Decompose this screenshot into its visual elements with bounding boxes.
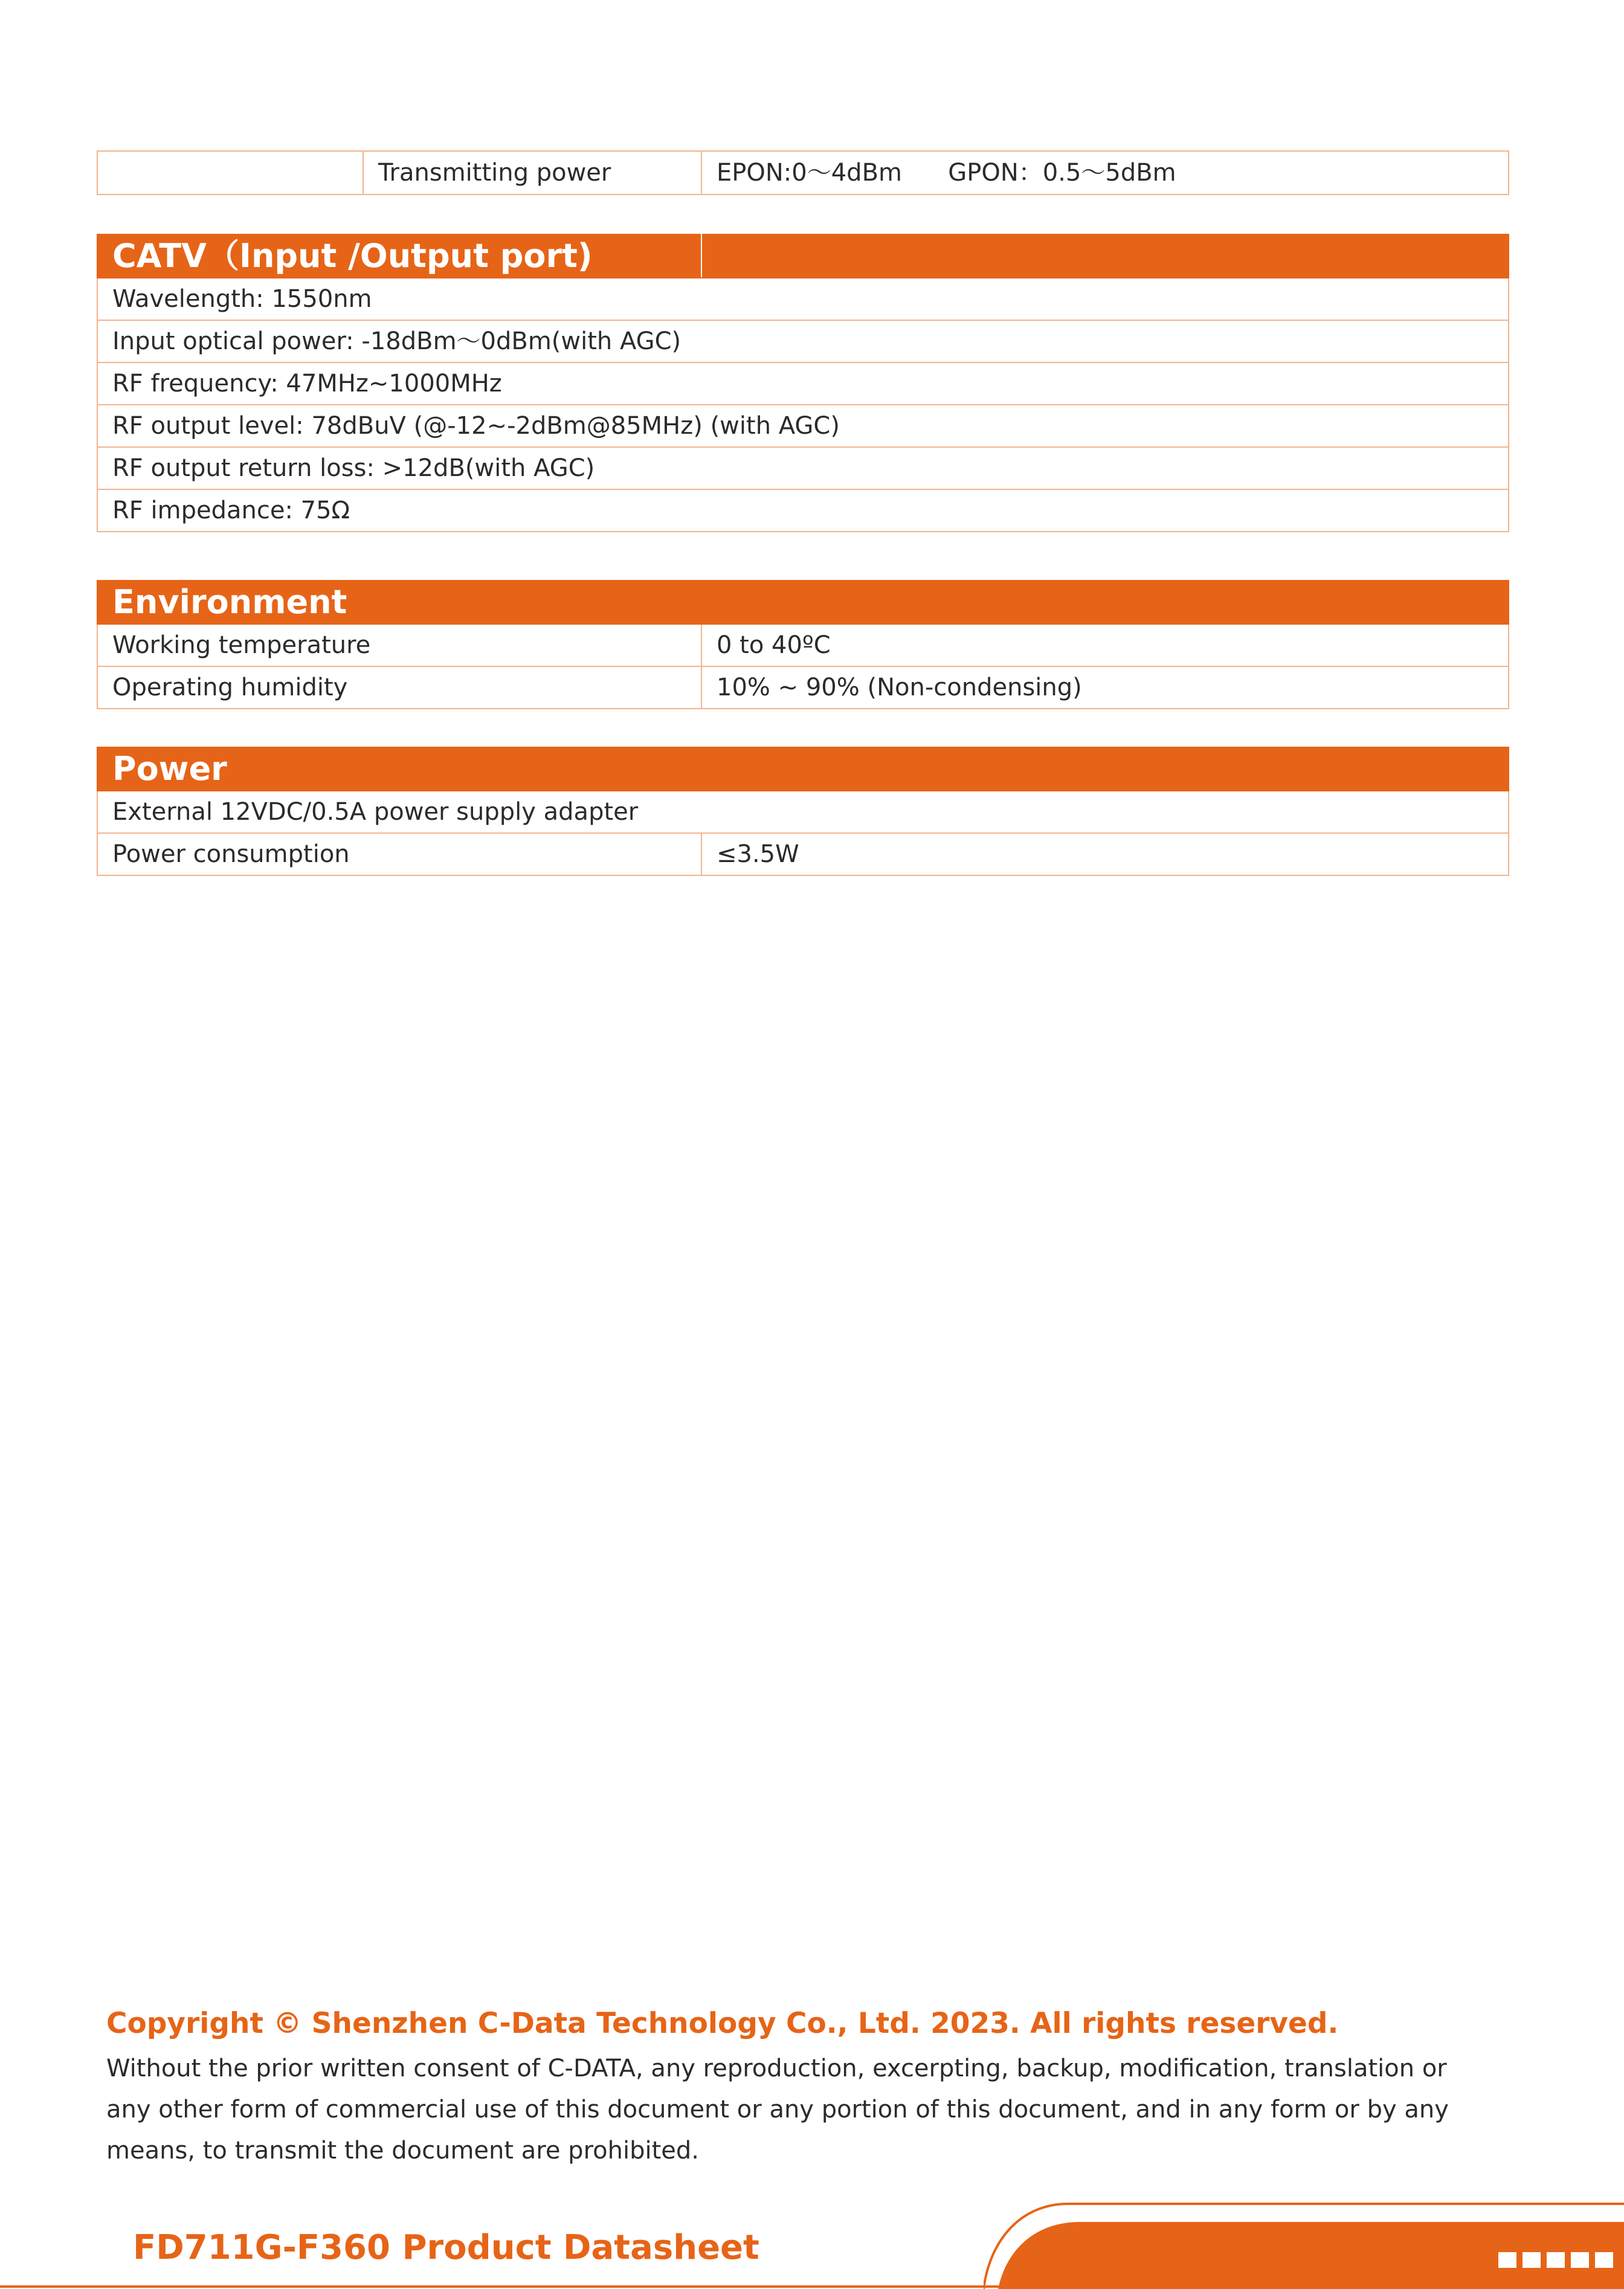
catv-rf-return-loss: RF output return loss: >12dB(with AGC) [97, 447, 1509, 489]
footer-square [1547, 2252, 1565, 2268]
footer-rule [0, 2285, 1624, 2288]
table-row [97, 278, 1509, 320]
catv-rf-frequency: RF frequency: 47MHz~1000MHz [97, 362, 1509, 405]
environment-section-title: Environment [97, 581, 1509, 624]
row-category-cell [97, 151, 363, 195]
row-value-cell: EPON:0～4dBm GPON：0.5～5dBm [701, 151, 1509, 195]
table-row [97, 405, 1509, 447]
power-consumption-label: Power consumption [97, 833, 701, 875]
footer-squares [1498, 2252, 1613, 2268]
power-consumption-value: ≤3.5W [701, 833, 1509, 875]
footer-title: FD711G-F360 Product Datasheet [133, 2228, 759, 2267]
footer-square [1595, 2252, 1613, 2268]
table-row [97, 666, 1509, 709]
footer-square [1498, 2252, 1516, 2268]
catv-rf-impedance: RF impedance: 75Ω [97, 489, 1509, 532]
power-section-title: Power [97, 747, 1509, 791]
row-label-cell: Transmitting power [363, 151, 701, 195]
copyright-title: Copyright © Shenzhen C-Data Technology Co., Ltd. 2023. All rights reserved. [106, 2007, 1339, 2040]
power-header-row [97, 747, 1509, 791]
table-row [97, 791, 1509, 833]
catv-wavelength: Wavelength: 1550nm [97, 278, 1509, 320]
footer-square [1571, 2252, 1589, 2268]
power-adapter: External 12VDC/0.5A power supply adapter [97, 791, 1509, 833]
environment-header-row [97, 581, 1509, 624]
copyright-body: Without the prior written consent of C-DATA, any reproduction, excerpting, backup, modification, translation or any other form of commercial use of this document or any portion of this document, and in any form or by any means, to transmit the document are prohibited. [106, 2055, 1449, 2165]
catv-header-row [97, 234, 1509, 278]
table-row [97, 833, 1509, 875]
env-humidity-label: Operating humidity [97, 666, 701, 709]
env-temperature-value: 0 to 40ºC [701, 624, 1509, 666]
catv-input-optical-power: Input optical power: -18dBm～0dBm(with AGC) [97, 320, 1509, 362]
power-table [97, 747, 1509, 876]
table-row [97, 489, 1509, 532]
catv-header-blank [701, 234, 1509, 278]
table-row [97, 362, 1509, 405]
table-row [97, 447, 1509, 489]
table-row [97, 624, 1509, 666]
table-row [97, 151, 1509, 195]
transmit-power-table [97, 150, 1509, 195]
catv-section-title: CATV（Input /Output port) [97, 234, 701, 278]
table-row [97, 320, 1509, 362]
footer-decoration [984, 2199, 1624, 2289]
footer-square [1522, 2252, 1541, 2268]
environment-table [97, 580, 1509, 709]
catv-rf-output-level: RF output level: 78dBuV (@-12~-2dBm@85MHz) (with AGC) [97, 405, 1509, 447]
env-humidity-value: 10% ~ 90% (Non-condensing) [701, 666, 1509, 709]
env-temperature-label: Working temperature [97, 624, 701, 666]
catv-table [97, 234, 1509, 532]
